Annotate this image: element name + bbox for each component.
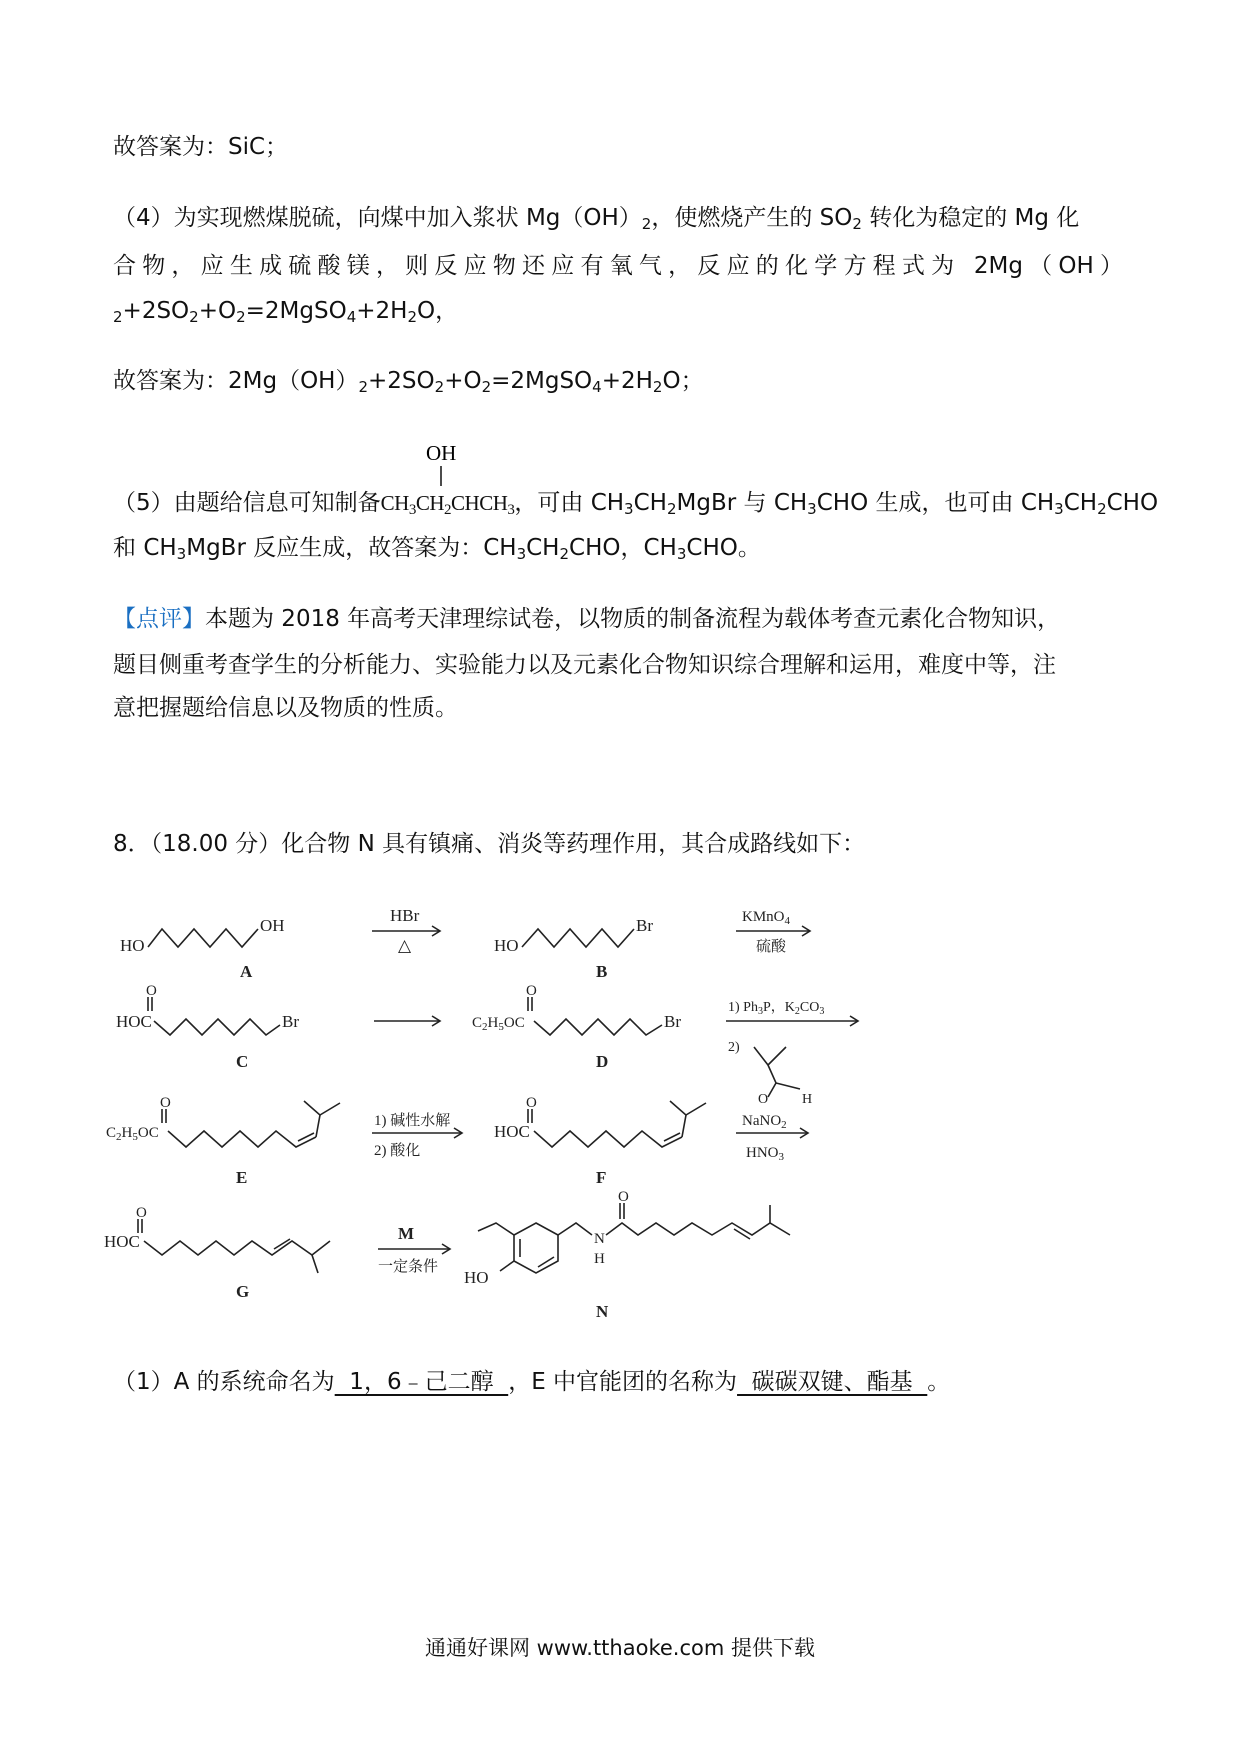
q4-line2: 合物，应生成硫酸镁，则反应物还应有氧气，反应的化学方程式为 2Mg（OH） [113, 253, 1123, 279]
q4-line3-equation: $_2+2SO_2+O_2=2MgSO_4+2H_2O$， [113, 298, 459, 326]
compound-n-chain [606, 1223, 790, 1235]
compound-n-n: N [594, 1231, 605, 1247]
aldehyde-o: O [758, 1092, 769, 1107]
q4-line1: （4）为实现燃煤脱硫，向煤中加入浆状 $Mg(OH)_2$，使燃烧产生的 $SO_2$ 转化为稳定的 Mg 化 [113, 205, 1080, 233]
arrow-g-n-condition: 一定条件 [378, 1259, 439, 1275]
compound-d-br: Br [664, 1012, 681, 1031]
arrow-b-c-condition: 硫酸 [756, 939, 787, 955]
compound-f-chain [534, 1131, 682, 1147]
arrow-a-b-condition: △ [398, 936, 412, 955]
inline-structure-chain: $CH_3CH_2CHCH_3$ [380, 491, 515, 518]
compound-f-methyl [686, 1103, 706, 1115]
synthesis-scheme [100, 885, 1000, 1335]
compound-e-label: E [236, 1168, 248, 1187]
compound-a-chain [148, 929, 258, 947]
arrow-b-c-reagent: KMnO$_4$ [742, 909, 791, 927]
q8-title: 8．（18.00 分）化合物 N 具有镇痛、消炎等药理作用，其合成路线如下： [113, 831, 866, 857]
oh-label: OH [426, 441, 457, 465]
answer-q3: 故答案为：SiC； [113, 134, 289, 160]
aldehyde-body [768, 1065, 800, 1089]
compound-n-ring-db2 [538, 1257, 554, 1267]
arrow-d-e-reagent1: 1) $Ph_3P$，$K_2CO_3$ [728, 1000, 825, 1017]
arrow-d-e-reagent2: 2) [728, 1040, 740, 1055]
compound-g-acid: HOC [104, 1232, 140, 1251]
arrow-e-f-step1: 1) 碱性水解 [374, 1113, 451, 1129]
compound-a-oh: OH [260, 916, 285, 935]
compound-n-o: O [618, 1189, 629, 1205]
arrow-a-b-reagent: HBr [390, 906, 420, 925]
comment-line2: 题目侧重考查学生的分析能力、实验能力以及元素化合物知识综合理解和运用，难度中等，注 [113, 652, 1056, 678]
compound-c-br: Br [282, 1012, 299, 1031]
aldehyde-h: H [802, 1092, 813, 1107]
compound-e-ester: $C_2H_5OC$ [106, 1125, 159, 1143]
arrow-e-f-step2: 2) 酸化 [374, 1143, 421, 1159]
answer-blank-2: 碳碳双键、酯基 [737, 1369, 928, 1395]
arrow-f-g-reagent: NaNO$_2$ [742, 1113, 787, 1131]
compound-a-ho: HO [120, 936, 145, 955]
compound-g-chain [144, 1241, 330, 1255]
compound-c-acid: HOC [116, 1012, 152, 1031]
compound-f-o: O [526, 1095, 537, 1111]
compound-n-methoxy [478, 1223, 514, 1235]
compound-g-methyl [312, 1255, 318, 1273]
compound-g-label: G [236, 1282, 250, 1301]
compound-b-br: Br [636, 916, 653, 935]
compound-d-chain [534, 1019, 662, 1035]
compound-e-methyl [320, 1103, 340, 1115]
q8-sub1: （1）A 的系统命名为 1，6﹣己二醇 ，E 中官能团的名称为 碳碳双键、酯基 。 [113, 1369, 951, 1395]
aldehyde-top [754, 1047, 786, 1065]
compound-e-chain [168, 1131, 316, 1147]
compound-n-double [734, 1229, 750, 1239]
compound-d-o: O [526, 983, 537, 999]
arrow-g-n-reagent: M [398, 1224, 415, 1243]
page-footer: 通通好课网 www.tthaoke.com 提供下载 [425, 1636, 815, 1660]
compound-n-label: N [596, 1302, 609, 1321]
compound-g-o: O [136, 1205, 147, 1221]
comment-line3: 意把握题给信息以及物质的性质。 [113, 695, 458, 721]
answer-q4: 故答案为：$2Mg(OH)_2+2SO_2+O_2=2MgSO_4+2H_2O$； [113, 368, 704, 396]
compound-f-isopropyl [670, 1101, 686, 1137]
compound-n-oh-bond [500, 1261, 514, 1271]
compound-d-label: D [596, 1052, 609, 1071]
compound-d-ester: $C_2H_5OC$ [472, 1015, 525, 1033]
compound-c-label: C [236, 1052, 249, 1071]
comment-tag: 【点评】 [113, 606, 205, 632]
compound-c-o: O [146, 983, 157, 999]
aldehyde-co [768, 1083, 776, 1097]
answer-blank-1: 1，6﹣己二醇 [334, 1369, 509, 1395]
compound-n-ch2 [558, 1223, 592, 1235]
compound-e-o: O [160, 1095, 171, 1111]
compound-a-label: A [240, 962, 253, 981]
q5-line1: （5）由题给信息可知制备$CH_3CH_2CHCH_3$，可由 $CH_3CH_2MgBr$ 与 $CH_3CHO$ 生成，也可由 $CH_3CH_2CHO$ [113, 490, 1159, 518]
compound-e-isopropyl [304, 1101, 320, 1137]
compound-b-label: B [596, 962, 608, 981]
compound-c-chain [154, 1019, 280, 1035]
compound-f-label: F [596, 1168, 607, 1187]
comment-line1: 【点评】本题为 2018 年高考天津理综试卷，以物质的制备流程为载体考查元素化合物知识， [113, 606, 1061, 632]
q5-line2: 和 $CH_3MgBr$ 反应生成，故答案为：$CH_3CH_2CHO$，$CH_3CHO$。 [113, 535, 761, 563]
compound-b-ho: HO [494, 936, 519, 955]
compound-n-h: H [594, 1251, 605, 1267]
arrow-f-g-acid: $HNO_3$ [746, 1145, 784, 1163]
compound-f-acid: HOC [494, 1122, 530, 1141]
compound-n-ho: HO [464, 1268, 489, 1287]
compound-b-chain [522, 929, 634, 947]
